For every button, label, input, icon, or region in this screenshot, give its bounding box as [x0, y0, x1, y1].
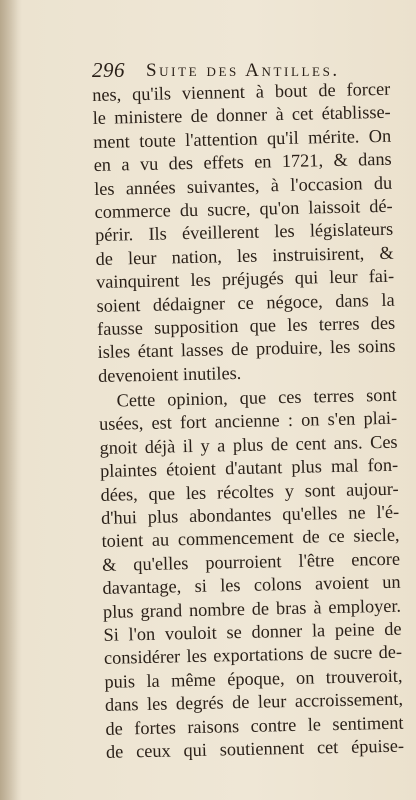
text-line: Cette opinion, que ces terres sont: [116, 384, 397, 411]
text-line: plus grand nombre de bras à employer.: [102, 595, 402, 622]
text-line: le ministere de donner à cet établisse-: [92, 102, 391, 129]
gutter-shadow: [0, 0, 22, 800]
text-line: dées, que les récoltes y sont aujour-: [100, 478, 399, 505]
text-line: fausse supposition que les terres des: [96, 312, 396, 339]
text-line: plaintes étoient d'autant plus mal fon-: [99, 454, 399, 482]
paragraph-1: [92, 78, 396, 388]
text-line: usées, est fort ancienne : on s'en plai-: [98, 408, 398, 435]
text-line: considérer les exportations de sucre de-: [103, 642, 403, 669]
text-line: Si l'on vouloit se donner la peine de: [103, 618, 402, 645]
text-line: de ceux qui soutiennent cet épuise-: [105, 735, 405, 762]
page-number: 296: [92, 58, 125, 82]
text-line: ment toute l'attention qu'il mérite. On: [93, 125, 392, 152]
running-head: Suite des Antilles.: [146, 60, 340, 81]
text-line: davantage, si les colons avoient un: [102, 571, 401, 599]
text-line: gnoit déjà il y a plus de cent ans. Ces: [99, 431, 398, 458]
text-line: de leur nation, les instruisirent, &: [95, 242, 394, 269]
text-line: d'hui plus abondantes qu'elles ne l'é-: [100, 501, 400, 528]
text-line: toient au commencement de ce siecle,: [101, 525, 400, 552]
text-line: devenoient inutiles.: [97, 362, 242, 386]
text-line: les années suivantes, à l'occasion du: [93, 172, 393, 199]
text-line: dans les degrés de leur accroissement,: [104, 688, 404, 716]
text-line: de fortes raisons contre le sentiment: [105, 712, 404, 739]
text-line: soient dédaigner ce négoce, dans la: [96, 289, 395, 316]
text-line: commerce du sucre, qu'on laissoit dé-: [94, 195, 393, 222]
paragraph-2: [98, 384, 404, 764]
text-line: & qu'elles pourroient l'être encore: [101, 548, 401, 575]
text-line: nes, qu'ils viennent à bout de forcer: [92, 78, 391, 105]
text-line: puis la même époque, on trouveroit,: [104, 665, 403, 692]
text-line: vainquirent les préjugés qui leur fai-: [95, 265, 395, 293]
text-line: périr. Ils éveillerent les législateurs: [94, 219, 394, 246]
text-line: isles étant lasses de produire, les soins: [97, 335, 396, 363]
body-text: [92, 78, 404, 764]
text-line: en a vu des effets en 1721, & dans: [93, 148, 392, 176]
